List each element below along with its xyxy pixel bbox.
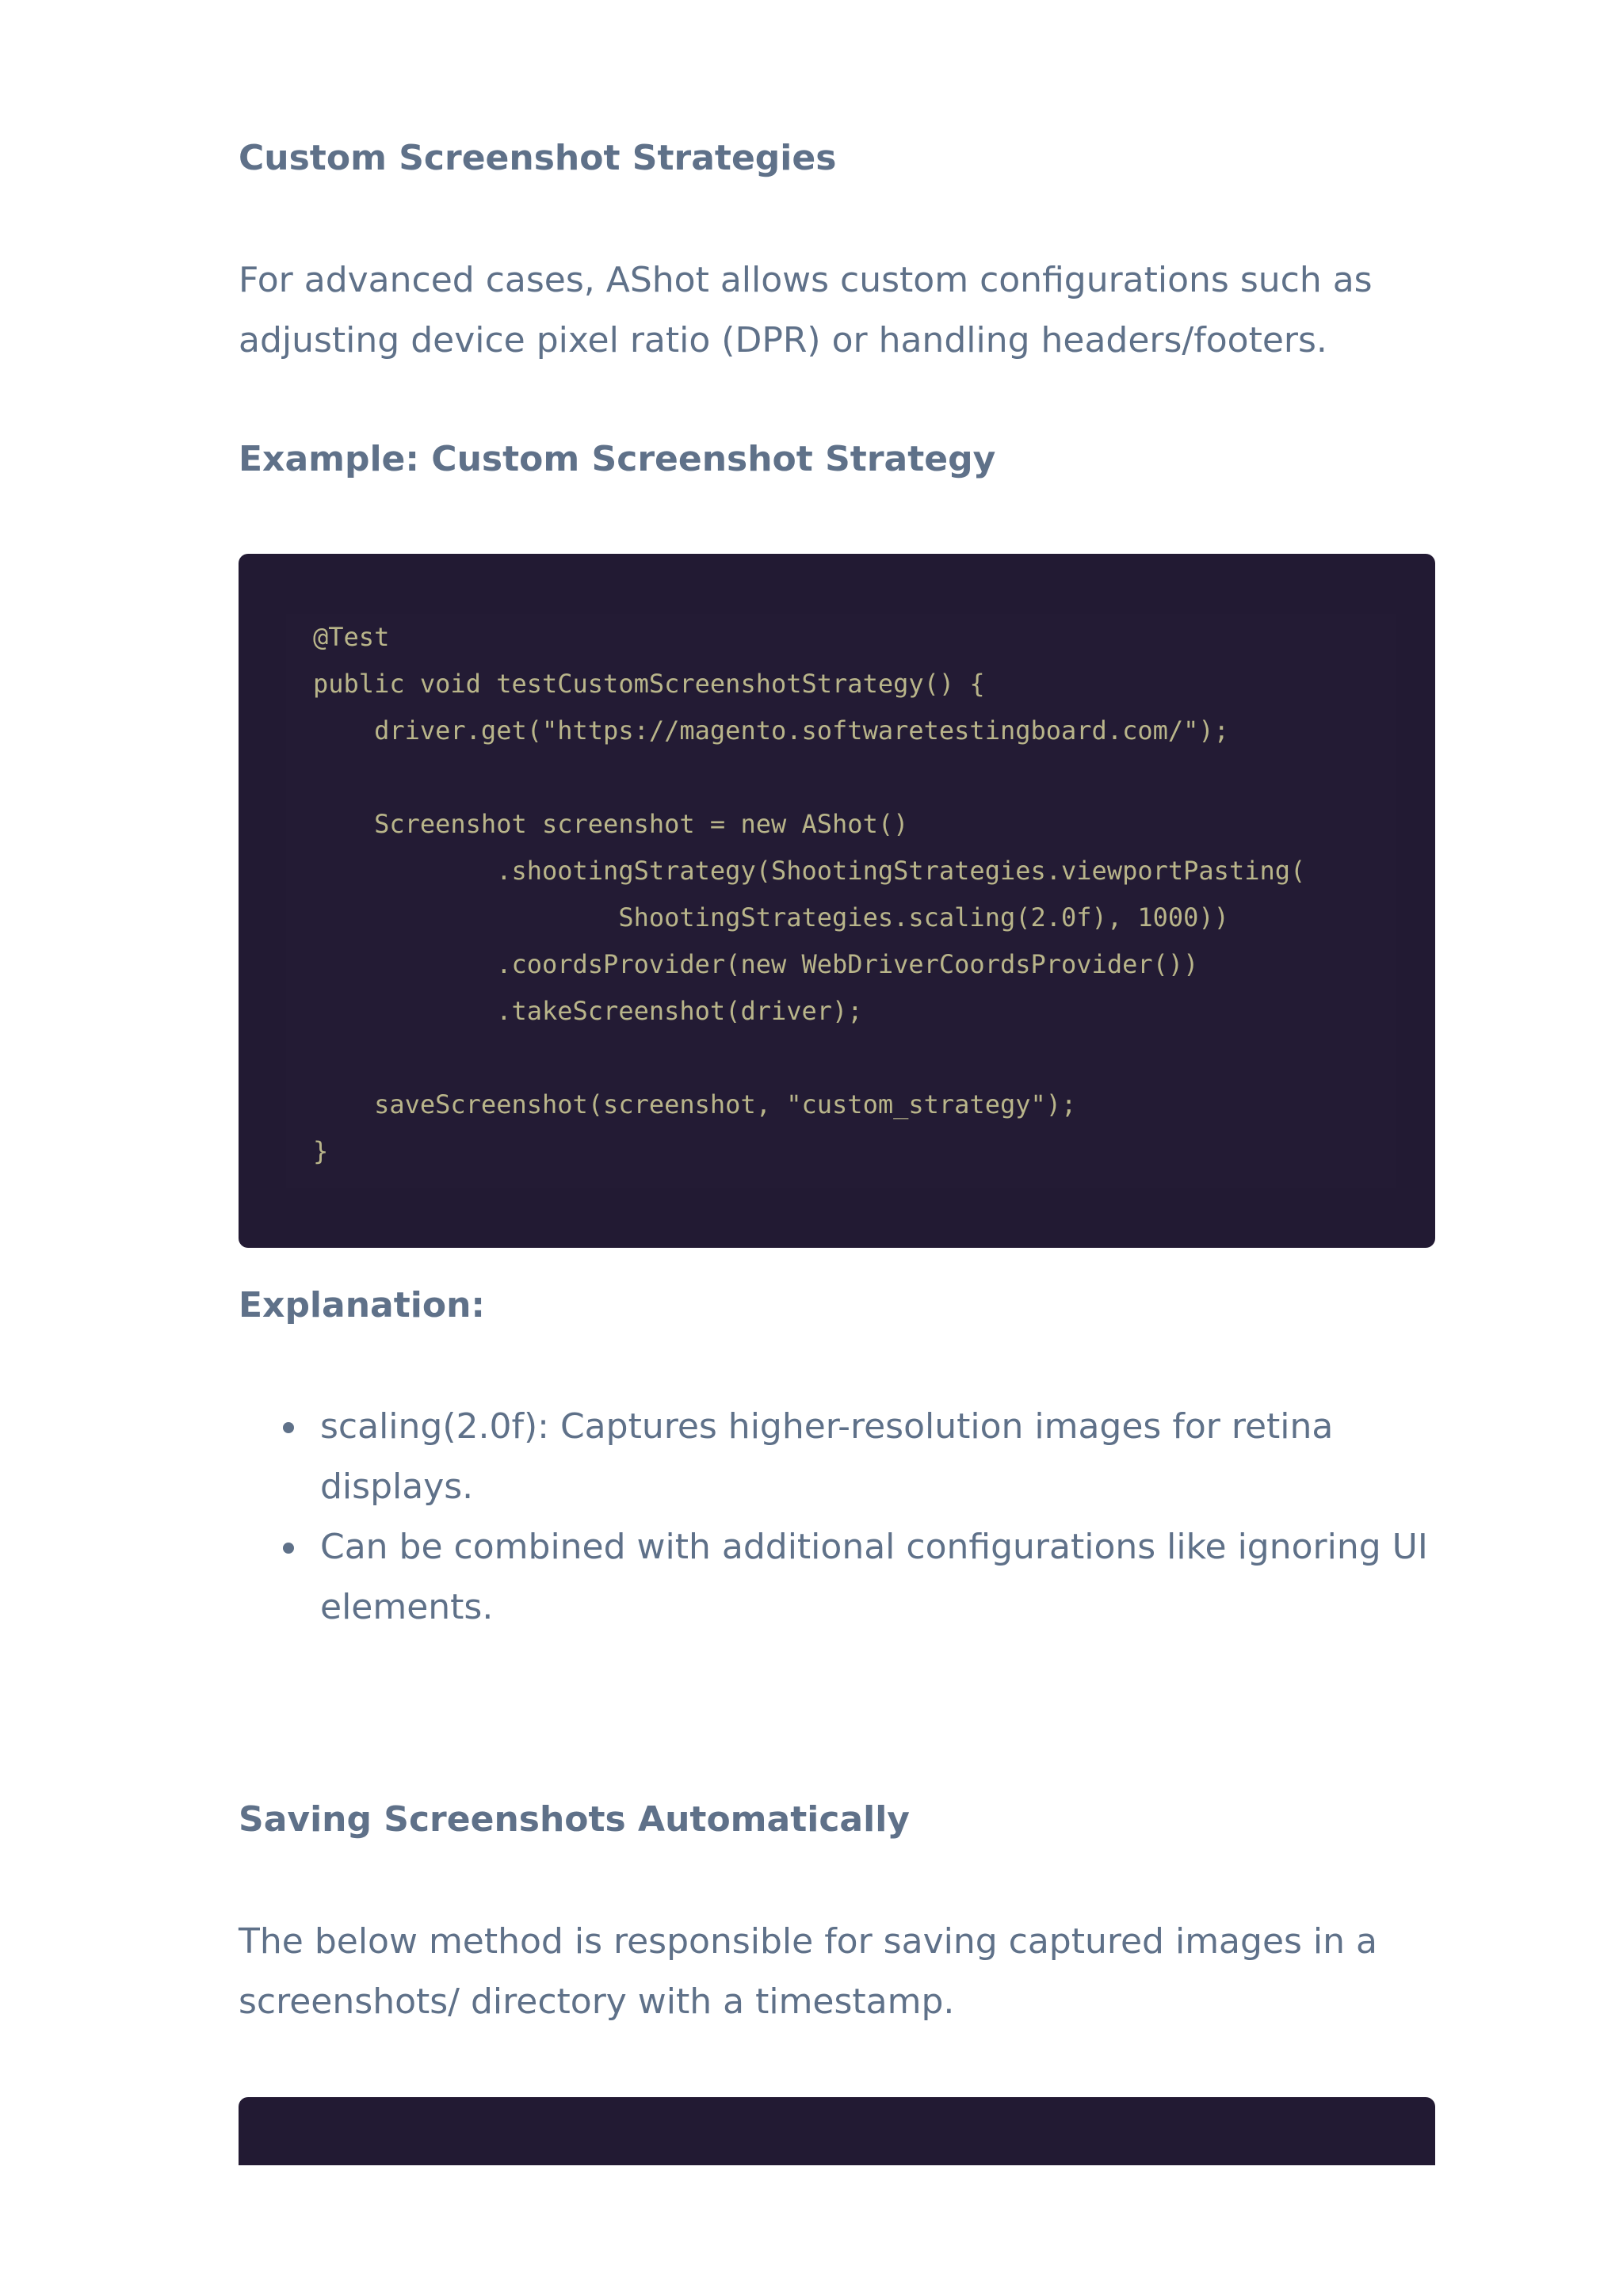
example-heading: Example: Custom Screenshot Strategy	[239, 439, 996, 479]
code-line: .shootingStrategy(ShootingStrategies.viewportPasting(	[313, 856, 1306, 886]
code-line: }	[313, 1136, 329, 1166]
code-line: .coordsProvider(new WebDriverCoordsProvider())	[313, 949, 1199, 979]
section-paragraph-custom-strategies	[239, 250, 1435, 371]
code-line: driver.get("https://magento.softwaretestingboard.com/");	[313, 715, 1229, 746]
code-block-save-screenshot[interactable]	[239, 2097, 1435, 2165]
list-item-line: displays.	[320, 1466, 474, 1507]
code-line: .takeScreenshot(driver);	[313, 996, 863, 1026]
code-line: public void testCustomScreenshotStrategy() {	[313, 669, 985, 699]
bullet-icon	[283, 1543, 294, 1554]
code-line: Screenshot screenshot = new AShot()	[313, 809, 909, 839]
list-item-line: scaling(2.0f): Captures higher-resolution images for retina	[320, 1406, 1334, 1447]
explanation-heading: Explanation:	[239, 1285, 485, 1325]
explanation-list	[239, 1397, 1435, 1638]
section-heading-custom-strategies: Custom Screenshot Strategies	[239, 138, 837, 178]
section-paragraph-saving-screenshots	[239, 1912, 1435, 2032]
list-item	[239, 1517, 1435, 1638]
bullet-icon	[283, 1422, 294, 1433]
list-item-line: elements.	[320, 1587, 494, 1627]
paragraph-line: screenshots/ directory with a timestamp.	[239, 1981, 955, 2022]
code-line: ShootingStrategies.scaling(2.0f), 1000))	[313, 902, 1229, 933]
paragraph-line: For advanced cases, AShot allows custom configurations such as	[239, 260, 1373, 300]
code-block-custom-strategy[interactable]	[239, 554, 1435, 1248]
code-line	[286, 754, 1396, 801]
paragraph-line: adjusting device pixel ratio (DPR) or handling headers/footers.	[239, 320, 1327, 360]
paragraph-line: The below method is responsible for saving captured images in a	[239, 1921, 1377, 1962]
code-line: @Test	[313, 622, 390, 652]
code-line: saveScreenshot(screenshot, "custom_strategy");	[313, 1089, 1077, 1119]
list-item-line: Can be combined with additional configurations like ignoring UI	[320, 1527, 1428, 1567]
section-heading-saving-screenshots: Saving Screenshots Automatically	[239, 1799, 910, 1840]
code-content[interactable]	[286, 614, 1396, 1188]
list-item	[239, 1397, 1435, 1517]
code-line	[286, 1035, 1396, 1081]
